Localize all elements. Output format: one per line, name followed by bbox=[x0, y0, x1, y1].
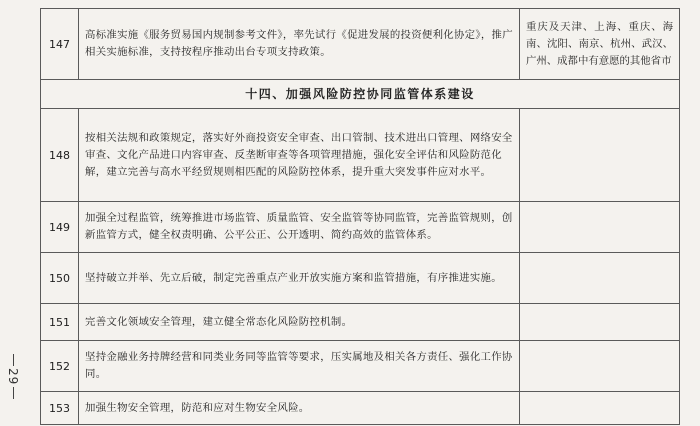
table-row bbox=[41, 304, 680, 341]
row-number: 152 bbox=[41, 341, 79, 392]
row-region bbox=[520, 253, 680, 304]
row-region bbox=[520, 341, 680, 392]
row-number: 149 bbox=[41, 202, 79, 253]
section-header-row bbox=[41, 80, 680, 109]
page-number-dash-bottom bbox=[13, 387, 14, 399]
row-region bbox=[520, 109, 680, 202]
row-region bbox=[520, 202, 680, 253]
page-number bbox=[4, 352, 22, 401]
row-content: 坚持破立并举、先立后破，制定完善重点产业开放实施方案和监管措施，有序推进实施。 bbox=[79, 253, 520, 304]
row-content: 坚持金融业务持牌经营和同类业务同等监管等要求，压实属地及相关各方责任、强化工作协同。 bbox=[79, 341, 520, 392]
row-content: 按相关法规和政策规定，落实好外商投资安全审查、出口管制、技术进出口管理、网络安全审查、文化产品进口内容审查、反垄断审查等各项管理措施，强化安全评估和风险防范化解，建立完善与高水平经贸规则相匹配的风险防控体系，提升重大突发事件应对水平。 bbox=[79, 109, 520, 202]
row-number: 148 bbox=[41, 109, 79, 202]
row-number: 151 bbox=[41, 304, 79, 341]
table-row bbox=[41, 9, 680, 80]
row-content: 高标准实施《服务贸易国内规制参考文件》，率先试行《促进发展的投资便利化协定》，推广相关实施标准，支持按程序推动出台专项支持政策。 bbox=[79, 9, 520, 80]
table-row bbox=[41, 341, 680, 392]
table-row bbox=[41, 253, 680, 304]
row-region bbox=[520, 304, 680, 341]
policy-table bbox=[40, 8, 680, 425]
row-number: 147 bbox=[41, 9, 79, 80]
page-number-dash-top bbox=[13, 354, 14, 366]
row-region: 重庆及天津、上海、重庆、海南、沈阳、南京、杭州、武汉、广州、成都中有意愿的其他省市 bbox=[520, 9, 680, 80]
row-number: 150 bbox=[41, 253, 79, 304]
table-row bbox=[41, 202, 680, 253]
section-title: 十四、加强风险防控协同监管体系建设 bbox=[41, 80, 680, 109]
row-content: 加强生物安全管理，防范和应对生物安全风险。 bbox=[79, 392, 520, 425]
row-number: 153 bbox=[41, 392, 79, 425]
page-number-text: 29 bbox=[6, 368, 20, 386]
table-row bbox=[41, 109, 680, 202]
table-row bbox=[41, 392, 680, 425]
row-region bbox=[520, 392, 680, 425]
row-content: 加强全过程监管，统筹推进市场监管、质量监管、安全监管等协同监管，完善监管规则，创新监管方式，健全权责明确、公平公正、公开透明、简约高效的监管体系。 bbox=[79, 202, 520, 253]
row-content: 完善文化领域安全管理，建立健全常态化风险防控机制。 bbox=[79, 304, 520, 341]
